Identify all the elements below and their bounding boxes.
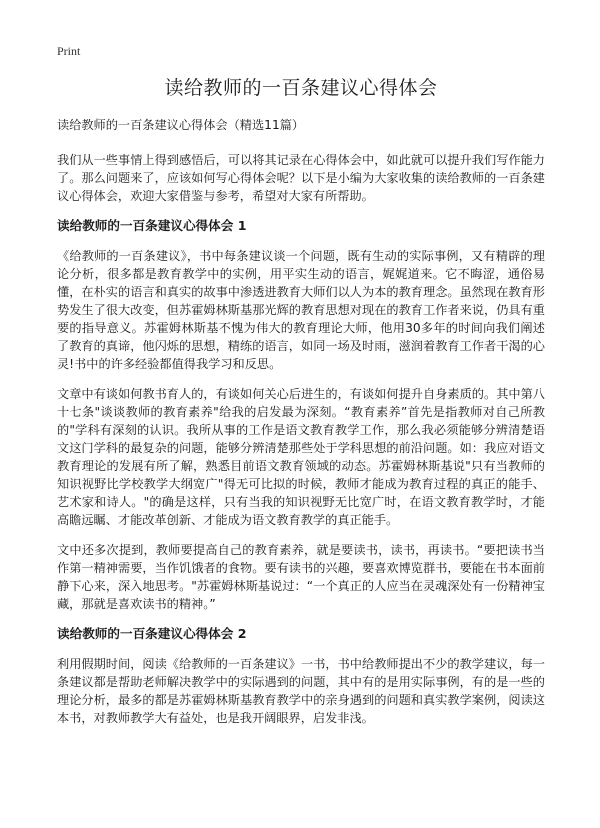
section-1-paragraph-1: 《给教师的一百条建议》，书中每条建议谈一个问题，既有生动的实际事例，又有精辟的理论分析，很多都是教育教学中的实例，用平实生动的语言，娓娓道来。它不晦涩，通俗易懂，在朴实的语言和真实的故事中渗透进教育大师们以人为本的教育理念。虽然现在教育形势发生了很大改变，但苏霍姆林斯基那光辉的教育思想对现在的教育工作者来说，仍具有重要的指导意义。苏霍姆林斯基不愧为伟大的教育理论大师，他用30多年的时间向我们阐述了教育的真谛，他闪烁的思想，精练的语言，如同一场及时雨，滋润着教育工作者干渴的心灵!书中的许多经验都值得我学习和反思。: [57, 249, 545, 371]
document-subtitle: 读给教师的一百条建议心得体会（精选11篇）: [57, 118, 305, 132]
intro-paragraph: 我们从一些事情上得到感悟后，可以将其记录在心得体会中，如此就可以提升我们写作能力了。那么问题来了，应该如何写心得体会呢？以下是小编为大家收集的读给教师的一百条建议心得体会，欢迎大家借鉴与参考，希望对大家有所帮助。: [57, 153, 545, 203]
section-1-paragraph-2: 文章中有谈如何教书育人的，有谈如何关心后进生的，有谈如何提升自身素质的。其中第八十七条"谈谈教师的教育素养"给我的启发最为深刻。“教育素养”首先是指教师对自己所教的"学科有深刻的认识。我所从事的工作是语文教育教学工作，那么我必须能够分辨清楚语文这门学科的最复杂的问题，能够分辨清楚那些处于学科思想的前沿问题。如：我应对语文教育理论的发展有所了解，熟悉目前语文教育领域的动态。苏霍姆林斯基说"只有当教师的知识视野比学校教学大纲宽广"得无可比拟的时候，教师才能成为教育过程的真正的能手、艺术家和诗人。"的确是这样，只有当我的知识视野无比宽广时，在语文教育教学时，才能高瞻远瞩、才能改革创新、才能成为语文教育教学的真正能手。: [57, 387, 545, 527]
section-heading-1: 读给教师的一百条建议心得体会 1: [57, 218, 247, 233]
document-title: 读给教师的一百条建议心得体会: [164, 77, 438, 99]
section-1-paragraph-3: 文中还多次提到，教师要提高自己的教育素养，就是要读书，读书，再读书。“要把读书当作第一精神需要，当作饥饿者的食物。要有读书的兴趣，要喜欢博览群书，要能在书本面前静下心来，深入地思考。"苏霍姆林斯基说过：“一个真正的人应当在灵魂深处有一份精神宝藏，那就是喜欢读书的精神。”: [57, 543, 545, 611]
section-heading-2: 读给教师的一百条建议心得体会 2: [57, 626, 247, 641]
section-2-paragraph-1: 利用假期时间，阅读《给教师的一百条建议》一书，书中给教师提出不少的教学建议，每一条建议都是帮助老师解决教学中的实际遇到的问题，其中有的是用实际事例，有的是一些的理论分析，最多的都是苏霍姆林斯基教育教学中的亲身遇到的问题和真实教学案例，阅读这本书，对教师教学大有益处，也是我开阔眼界，启发非浅。: [57, 657, 545, 725]
print-label: Print: [57, 44, 81, 58]
